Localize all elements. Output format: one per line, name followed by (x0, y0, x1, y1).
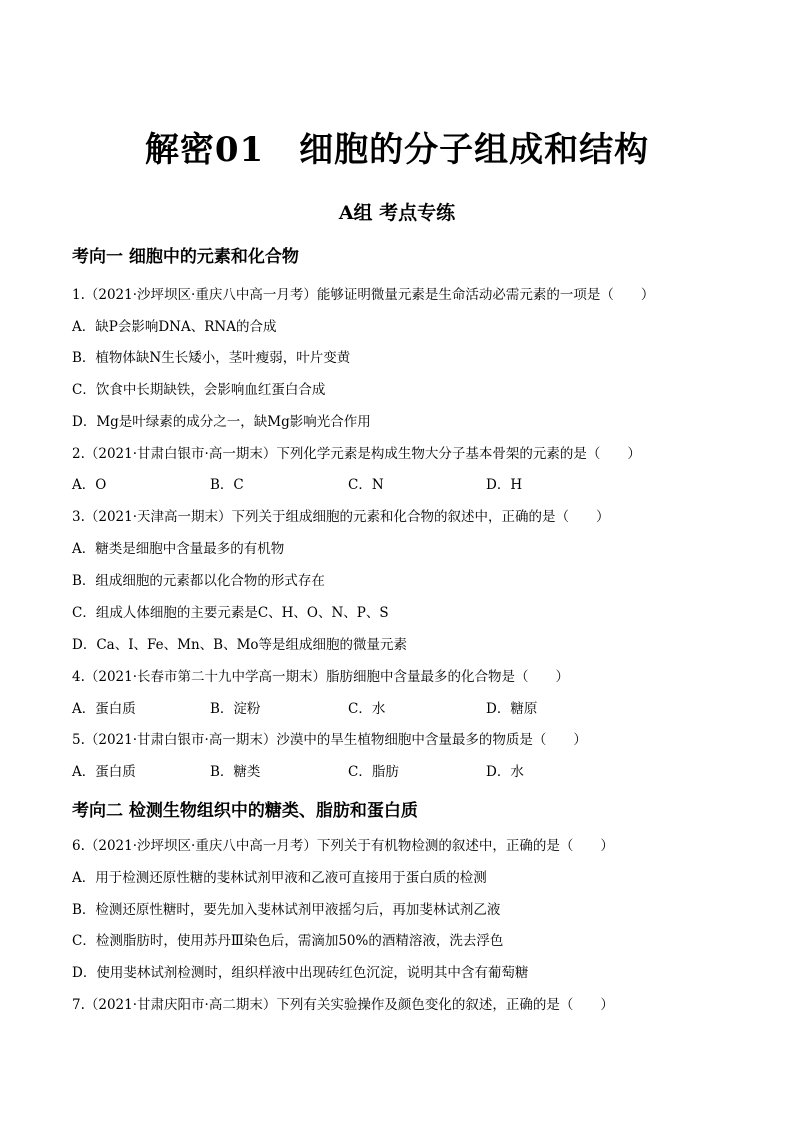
question-5-option-a: A．蛋白质 (72, 764, 136, 780)
question-4-option-a: A．蛋白质 (72, 701, 136, 717)
question-4-option-b: B．淀粉 (210, 701, 261, 717)
question-4-option-c: C．水 (348, 701, 386, 717)
question-5-option-b: B．糖类 (210, 764, 261, 780)
question-1: 1.（2021·沙坪坝区·重庆八中高一月考）能够证明微量元素是生命活动必需元素的一项是（ ） (72, 287, 655, 303)
page-title: 解密01 细胞的分子组成和结构 (144, 130, 650, 170)
question-3: 3.（2021·天津高一期末）下列关于组成细胞的元素和化合物的叙述中，正确的是（ ） (72, 509, 610, 525)
question-3-option-c: C．组成人体细胞的主要元素是C、H、O、N、P、S (72, 605, 389, 621)
question-6-option-d: D．使用斐林试剂检测时，组织样液中出现砖红色沉淀，说明其中含有葡萄糖 (72, 965, 529, 981)
question-1-option-a: A．缺P会影响DNA、RNA的合成 (72, 319, 277, 335)
question-6-option-c: C．检测脂肪时，使用苏丹Ⅲ染色后，需滴加50%的酒精溶液，洗去浮色 (72, 933, 504, 949)
question-1-option-b: B．植物体缺N生长矮小，茎叶瘦弱，叶片变黄 (72, 350, 351, 366)
section-heading-2: 考向二 检测生物组织中的糖类、脂肪和蛋白质 (72, 801, 418, 821)
question-6-option-a: A．用于检测还原性糖的斐林试剂甲液和乙液可直接用于蛋白质的检测 (72, 870, 487, 886)
question-2-option-d: D．H (486, 477, 523, 493)
question-5-option-d: D．水 (486, 764, 524, 780)
question-7: 7.（2021·甘肃庆阳市·高二期末）下列有关实验操作及颜色变化的叙述，正确的是（ ） (72, 997, 614, 1013)
question-5: 5.（2021·甘肃白银市·高一期末）沙漠中的旱生植物细胞中含量最多的物质是（ ） (72, 732, 587, 748)
question-6: 6.（2021·沙坪坝区·重庆八中高一月考）下列关于有机物检测的叙述中，正确的是（ ） (72, 838, 614, 854)
question-1-option-c: C．饮食中长期缺铁，会影响血红蛋白合成 (72, 382, 326, 398)
question-3-option-b: B．组成细胞的元素都以化合物的形式存在 (72, 573, 325, 589)
question-3-option-d: D．Ca、I、Fe、Mn、B、Mo等是组成细胞的微量元素 (72, 637, 408, 653)
question-6-option-b: B．检测还原性糖时，要先加入斐林试剂甲液摇匀后，再加斐林试剂乙液 (72, 902, 501, 918)
section-heading-1: 考向一 细胞中的元素和化合物 (72, 247, 299, 267)
question-2: 2.（2021·甘肃白银市·高一期末）下列化学元素是构成生物大分子基本骨架的元素的是（ ） (72, 446, 641, 462)
question-2-option-c: C．N (348, 477, 384, 493)
question-4-option-d: D．糖原 (486, 701, 538, 717)
question-5-options (72, 760, 624, 780)
question-2-option-b: B．C (210, 477, 244, 493)
question-2-options (72, 473, 624, 493)
question-4: 4.（2021·长春市第二十九中学高一期末）脂肪细胞中含量最多的化合物是（ ） (72, 669, 570, 685)
group-heading: A组 考点专练 (338, 202, 456, 224)
question-4-options (72, 697, 624, 717)
question-3-option-a: A．糖类是细胞中含量最多的有机物 (72, 541, 285, 557)
question-2-option-a: A．O (72, 477, 107, 493)
question-5-option-c: C．脂肪 (348, 764, 399, 780)
question-1-option-d: D．Mg是叶绿素的成分之一，缺Mg影响光合作用 (72, 414, 371, 430)
